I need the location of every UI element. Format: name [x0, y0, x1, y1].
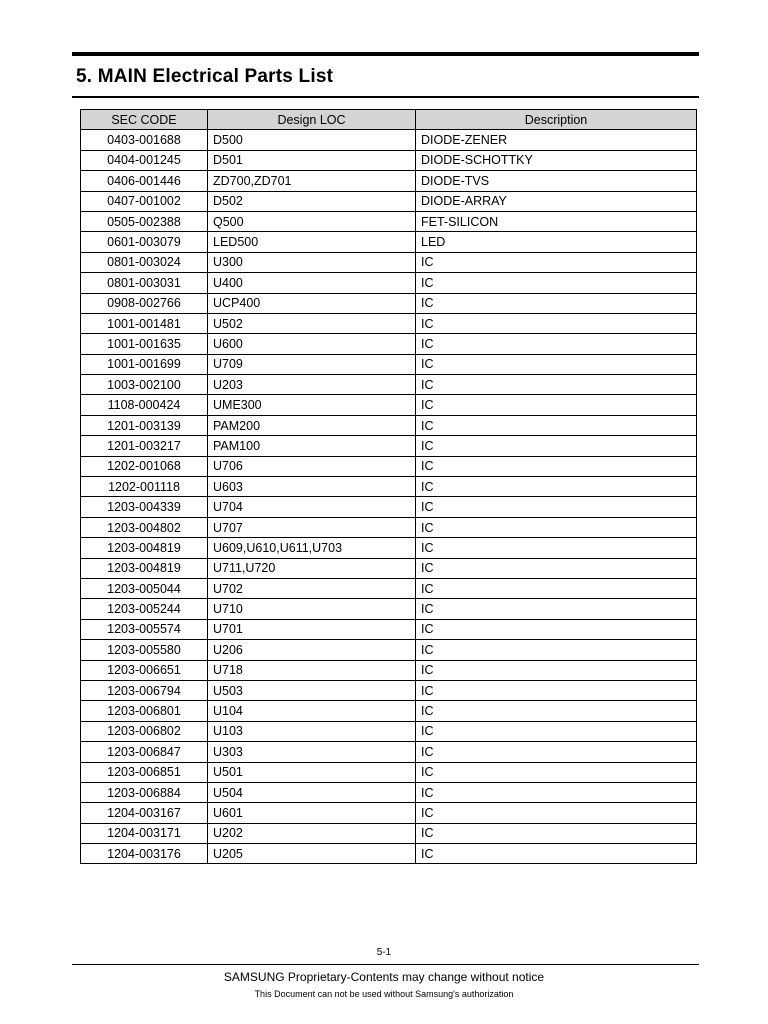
design-loc-cell: U707 [208, 517, 416, 537]
description-cell: FET-SILICON [416, 211, 697, 231]
description-cell: IC [416, 823, 697, 843]
sec-code-cell: 1001-001481 [81, 313, 208, 333]
sec-code-cell: 1203-004802 [81, 517, 208, 537]
description-cell: IC [416, 395, 697, 415]
design-loc-cell: UME300 [208, 395, 416, 415]
table-row [81, 415, 697, 435]
design-loc-cell: PAM100 [208, 436, 416, 456]
design-loc-cell: Q500 [208, 211, 416, 231]
table-row [81, 803, 697, 823]
design-loc-cell: U504 [208, 782, 416, 802]
table-row [81, 273, 697, 293]
sec-code-cell: 0801-003031 [81, 273, 208, 293]
description-cell: LED [416, 232, 697, 252]
sec-code-cell: 1203-006651 [81, 660, 208, 680]
table-row [81, 517, 697, 537]
design-loc-cell: UCP400 [208, 293, 416, 313]
description-cell: IC [416, 477, 697, 497]
sec-code-cell: 1204-003176 [81, 844, 208, 864]
description-cell: IC [416, 517, 697, 537]
table-row [81, 782, 697, 802]
design-loc-cell: U202 [208, 823, 416, 843]
design-loc-cell: U103 [208, 721, 416, 741]
description-cell: IC [416, 334, 697, 354]
description-cell: IC [416, 497, 697, 517]
design-loc-cell: ZD700,ZD701 [208, 171, 416, 191]
sec-code-cell: 1003-002100 [81, 375, 208, 395]
page-title: 5. MAIN Electrical Parts List [76, 66, 334, 87]
design-loc-cell: U710 [208, 599, 416, 619]
table-row [81, 293, 697, 313]
description-cell: IC [416, 252, 697, 272]
sec-code-cell: 0404-001245 [81, 150, 208, 170]
sec-code-cell: 1201-003139 [81, 415, 208, 435]
table-row [81, 252, 697, 272]
design-loc-cell: PAM200 [208, 415, 416, 435]
design-loc-cell: U718 [208, 660, 416, 680]
design-loc-cell: U300 [208, 252, 416, 272]
table-row [81, 619, 697, 639]
design-loc-cell: D500 [208, 130, 416, 150]
description-cell: IC [416, 844, 697, 864]
sec-code-cell: 0505-002388 [81, 211, 208, 231]
description-cell: DIODE-ZENER [416, 130, 697, 150]
table-row [81, 354, 697, 374]
footer-notice: SAMSUNG Proprietary-Contents may change without notice [223, 970, 545, 984]
table-row [81, 558, 697, 578]
table-row [81, 823, 697, 843]
sec-code-cell: 1203-006851 [81, 762, 208, 782]
table-row [81, 721, 697, 741]
table-row [81, 701, 697, 721]
sec-code-cell: 1001-001699 [81, 354, 208, 374]
table-row [81, 232, 697, 252]
sec-code-cell: 1203-005044 [81, 578, 208, 598]
description-cell: IC [416, 742, 697, 762]
header-description: Description [416, 110, 697, 130]
design-loc-cell: U603 [208, 477, 416, 497]
design-loc-cell: U709 [208, 354, 416, 374]
design-loc-cell: U502 [208, 313, 416, 333]
design-loc-cell: U702 [208, 578, 416, 598]
description-cell: IC [416, 599, 697, 619]
description-cell: IC [416, 721, 697, 741]
table-row [81, 762, 697, 782]
design-loc-cell: U400 [208, 273, 416, 293]
sec-code-cell: 0601-003079 [81, 232, 208, 252]
design-loc-cell: U704 [208, 497, 416, 517]
top-rule [72, 52, 699, 56]
description-cell: IC [416, 680, 697, 700]
header-design-loc: Design LOC [208, 110, 416, 130]
design-loc-cell: U104 [208, 701, 416, 721]
sec-code-cell: 1203-006802 [81, 721, 208, 741]
sec-code-cell: 1201-003217 [81, 436, 208, 456]
sec-code-cell: 1203-005580 [81, 640, 208, 660]
design-loc-cell: U203 [208, 375, 416, 395]
table-row [81, 191, 697, 211]
table-row [81, 844, 697, 864]
table-row [81, 211, 697, 231]
design-loc-cell: U205 [208, 844, 416, 864]
page-number: 5-1 [376, 947, 392, 958]
table-row [81, 334, 697, 354]
title-rule [72, 96, 699, 98]
sec-code-cell: 0406-001446 [81, 171, 208, 191]
table-row [81, 456, 697, 476]
description-cell: IC [416, 313, 697, 333]
description-cell: IC [416, 415, 697, 435]
sec-code-cell: 1202-001068 [81, 456, 208, 476]
table-row [81, 313, 697, 333]
sec-code-cell: 1001-001635 [81, 334, 208, 354]
description-cell: IC [416, 578, 697, 598]
table-row [81, 497, 697, 517]
table-row [81, 171, 697, 191]
sec-code-cell: 1203-005574 [81, 619, 208, 639]
description-cell: IC [416, 354, 697, 374]
description-cell: IC [416, 640, 697, 660]
table-row [81, 477, 697, 497]
description-cell: IC [416, 436, 697, 456]
design-loc-cell: U706 [208, 456, 416, 476]
description-cell: IC [416, 456, 697, 476]
description-cell: DIODE-TVS [416, 171, 697, 191]
table-row [81, 436, 697, 456]
description-cell: IC [416, 762, 697, 782]
design-loc-cell: D502 [208, 191, 416, 211]
sec-code-cell: 0908-002766 [81, 293, 208, 313]
sec-code-cell: 1203-004339 [81, 497, 208, 517]
sec-code-cell: 1203-004819 [81, 558, 208, 578]
description-cell: IC [416, 660, 697, 680]
design-loc-cell: U609,U610,U611,U703 [208, 538, 416, 558]
table-row [81, 680, 697, 700]
table-row [81, 538, 697, 558]
sec-code-cell: 0801-003024 [81, 252, 208, 272]
sec-code-cell: 1203-006847 [81, 742, 208, 762]
table-row [81, 395, 697, 415]
description-cell: IC [416, 293, 697, 313]
table-row [81, 375, 697, 395]
table-row [81, 150, 697, 170]
description-cell: IC [416, 803, 697, 823]
design-loc-cell: U711,U720 [208, 558, 416, 578]
design-loc-cell: D501 [208, 150, 416, 170]
description-cell: DIODE-ARRAY [416, 191, 697, 211]
description-cell: IC [416, 273, 697, 293]
table-row [81, 660, 697, 680]
description-cell: IC [416, 558, 697, 578]
table-row [81, 742, 697, 762]
sec-code-cell: 1204-003171 [81, 823, 208, 843]
table-row [81, 130, 697, 150]
description-cell: IC [416, 538, 697, 558]
design-loc-cell: U503 [208, 680, 416, 700]
design-loc-cell: U701 [208, 619, 416, 639]
sec-code-cell: 1202-001118 [81, 477, 208, 497]
design-loc-cell: U206 [208, 640, 416, 660]
design-loc-cell: U303 [208, 742, 416, 762]
header-sec-code: SEC CODE [81, 110, 208, 130]
description-cell: IC [416, 375, 697, 395]
sec-code-cell: 1203-006794 [81, 680, 208, 700]
description-cell: IC [416, 782, 697, 802]
footer-authorization: This Document can not be used without Samsung's authorization [254, 989, 514, 999]
sec-code-cell: 1108-000424 [81, 395, 208, 415]
table-row [81, 640, 697, 660]
sec-code-cell: 1203-005244 [81, 599, 208, 619]
sec-code-cell: 0407-001002 [81, 191, 208, 211]
design-loc-cell: U501 [208, 762, 416, 782]
description-cell: DIODE-SCHOTTKY [416, 150, 697, 170]
table-row [81, 578, 697, 598]
design-loc-cell: U601 [208, 803, 416, 823]
sec-code-cell: 0403-001688 [81, 130, 208, 150]
description-cell: IC [416, 619, 697, 639]
parts-table [80, 109, 697, 864]
design-loc-cell: LED500 [208, 232, 416, 252]
description-cell: IC [416, 701, 697, 721]
sec-code-cell: 1203-004819 [81, 538, 208, 558]
sec-code-cell: 1204-003167 [81, 803, 208, 823]
table-header-row [81, 110, 697, 130]
sec-code-cell: 1203-006801 [81, 701, 208, 721]
table-row [81, 599, 697, 619]
design-loc-cell: U600 [208, 334, 416, 354]
footer-rule [72, 964, 699, 965]
table-body [81, 130, 697, 864]
sec-code-cell: 1203-006884 [81, 782, 208, 802]
